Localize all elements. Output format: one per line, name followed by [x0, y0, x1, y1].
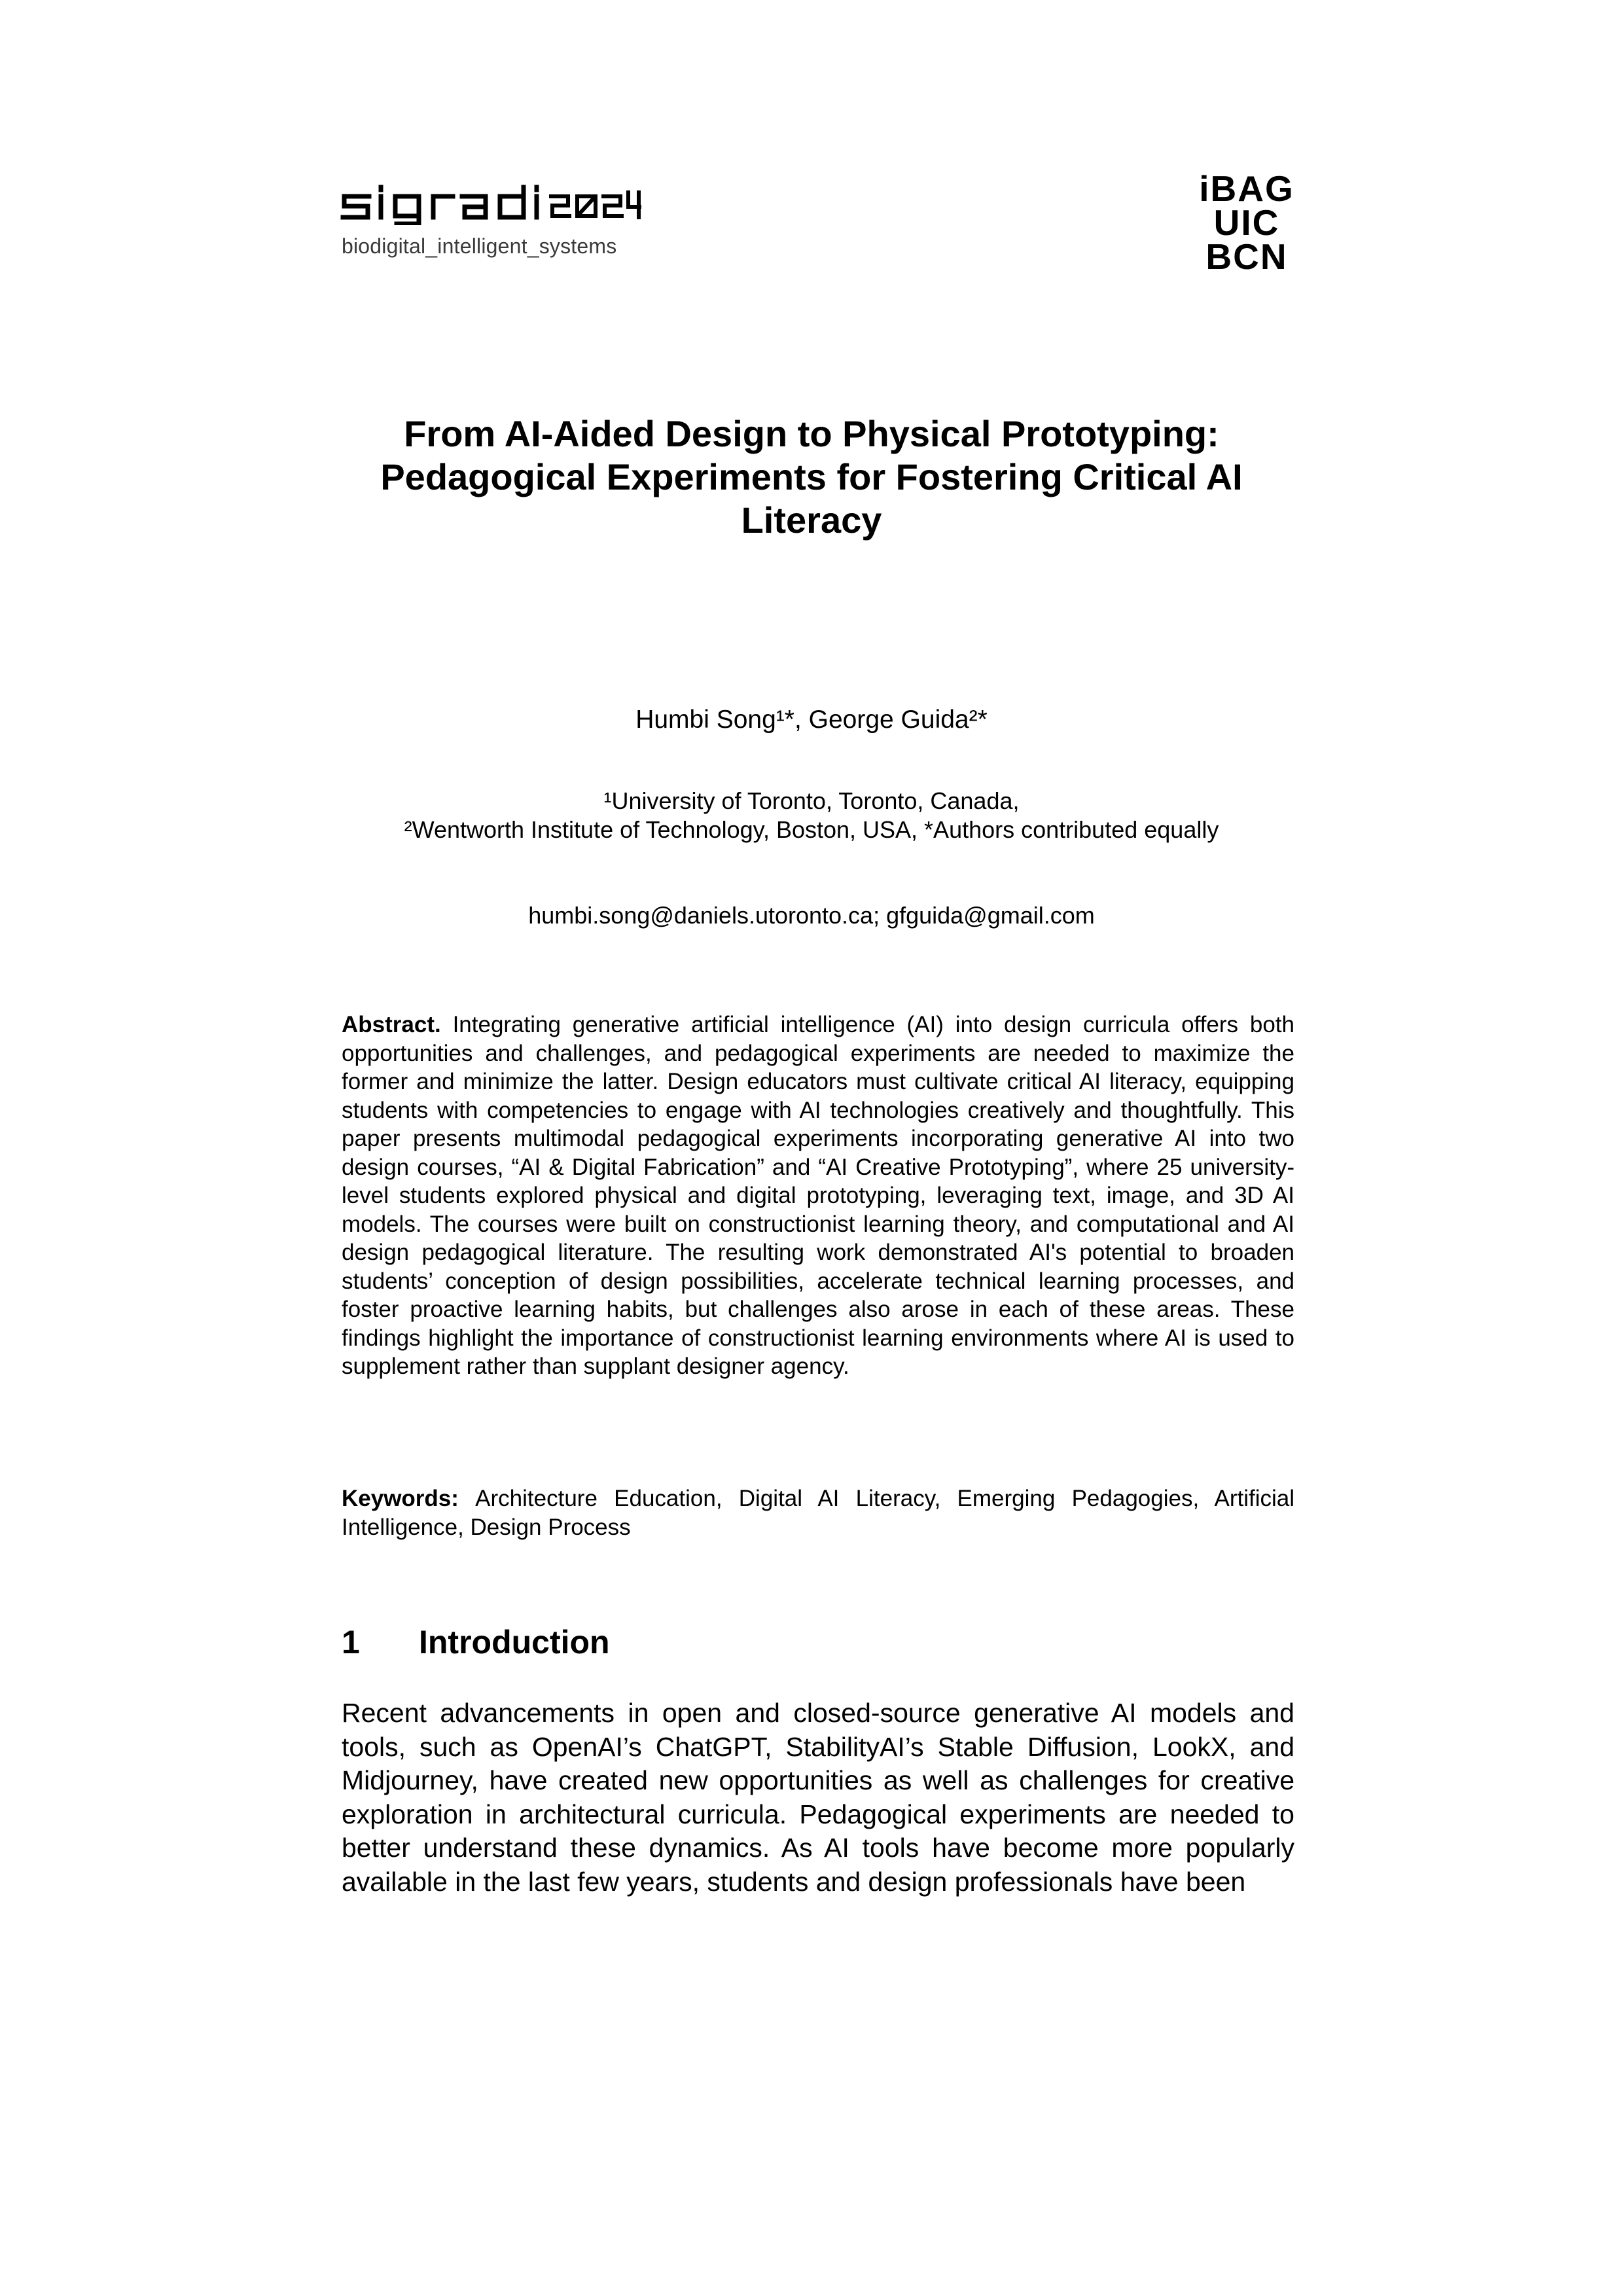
- keywords-label: Keywords:: [342, 1486, 476, 1511]
- title-line-3: Literacy: [741, 499, 882, 541]
- sigradi-2024-logo: [340, 185, 641, 225]
- logo-line-bcn: BCN: [1205, 236, 1288, 277]
- keywords-text: Architecture Education, Digital AI Literacy, Emerging Pedagogies, Artificial Intelligence, Design Process: [342, 1486, 1294, 1540]
- introduction-paragraph: Recent advancements in open and closed-source generative AI models and tools, such as OpenAI’s ChatGPT, StabilityAI’s Stable Diffusion, LookX, and Midjourney, have created new opportunities as well as challenges for creative exploration in architectural curricula. Pedagogical experiments are needed to better understand these dynamics. As AI tools have become more popularly available in the last few years, students and design professionals have been: [342, 1698, 1294, 1897]
- abstract-text: Integrating generative artificial intelligence (AI) into design curricula offers both opportunities and challenges, and pedagogical experiments are needed to maximize the former and minimize the latter. Design educators must cultivate critical AI literacy, equipping students with competencies to engage with AI technologies creatively and thoughtfully. This paper presents multimodal pedagogical experiments incorporating generative AI into two design courses, “AI & Digital Fabrication” and “AI Creative Prototyping”, where 25 university-level students explored physical and digital prototyping, leveraging text, image, and 3D AI models. The courses were built on constructionist learning theory, and computational and AI design pedagogical literature. The resulting work demonstrated AI's potential to broaden students’ conception of design possibilities, accelerate technical learning processes, and foster proactive learning habits, but challenges also arose in each of these areas. These findings highlight the importance of constructionist learning environments where AI is used to supplement rather than supplant designer agency.: [342, 1012, 1294, 1379]
- affiliations: [308, 787, 1315, 844]
- authors: Humbi Song¹*, George Guida²*: [635, 706, 988, 734]
- affiliation-2: ²Wentworth Institute of Technology, Boston, USA, *Authors contributed equally: [404, 816, 1219, 843]
- title-line-2: Pedagogical Experiments for Fostering Critical AI: [380, 456, 1243, 497]
- title-line-1: From AI-Aided Design to Physical Prototyping:: [404, 413, 1219, 454]
- section-heading-introduction: [342, 1623, 610, 1661]
- affiliation-1: ¹University of Toronto, Toronto, Canada,: [603, 787, 1020, 814]
- paper-title: [308, 412, 1315, 542]
- logo-line-ibag: iBAG: [1199, 168, 1294, 209]
- author-emails: humbi.song@daniels.utoronto.ca; gfguida@gmail.com: [528, 902, 1095, 929]
- section-title: Introduction: [419, 1624, 610, 1660]
- keywords: [342, 1484, 1294, 1542]
- logo-line-uic: UIC: [1213, 202, 1280, 243]
- conference-tagline: biodigital_intelligent_systems: [342, 234, 617, 258]
- abstract-label: Abstract.: [342, 1012, 453, 1037]
- ibag-uic-bcn-logo: [1198, 168, 1296, 277]
- section-number: 1: [342, 1624, 360, 1660]
- abstract: [342, 1011, 1294, 1381]
